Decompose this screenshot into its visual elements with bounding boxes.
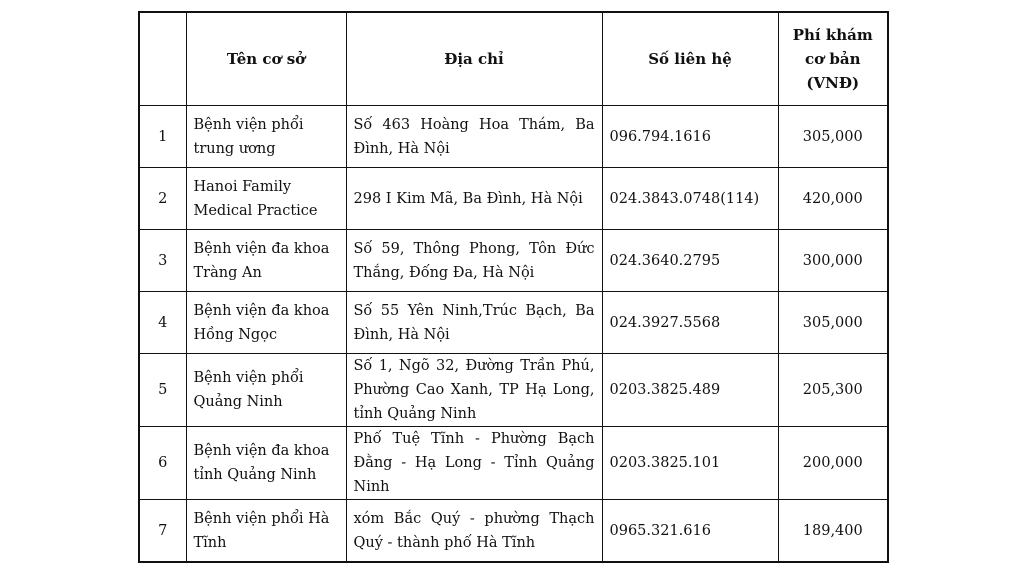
header-phone: Số liên hệ — [602, 12, 778, 106]
header-fee — [778, 12, 888, 106]
cell-phone: 024.3927.5568 — [602, 292, 778, 354]
cell-fee: 305,000 — [778, 292, 888, 354]
cell-phone: 0965.321.616 — [602, 500, 778, 563]
cell-name: Bệnh viện đa khoa Hồng Ngọc — [186, 292, 346, 354]
cell-address: Số 59, Thông Phong, Tôn Đức Thắng, Đống Đa, Hà Nội — [346, 230, 602, 292]
table-row — [139, 292, 888, 354]
cell-name: Bệnh viện phổi trung ương — [186, 106, 346, 168]
table-row — [139, 168, 888, 230]
cell-stt: 6 — [139, 427, 186, 500]
cell-address: xóm Bắc Quý - phường Thạch Quý - thành phố Hà Tĩnh — [346, 500, 602, 563]
header-fee-line1: Phí khám — [792, 26, 873, 44]
table-row — [139, 354, 888, 427]
table-header-row — [139, 12, 888, 106]
cell-name: Hanoi Family Medical Practice — [186, 168, 346, 230]
cell-fee: 305,000 — [778, 106, 888, 168]
cell-fee: 300,000 — [778, 230, 888, 292]
cell-address: Số 463 Hoàng Hoa Thám, Ba Đình, Hà Nội — [346, 106, 602, 168]
table-row — [139, 230, 888, 292]
table-row — [139, 500, 888, 563]
cell-fee: 420,000 — [778, 168, 888, 230]
cell-stt: 3 — [139, 230, 186, 292]
header-fee-line3: (VNĐ) — [806, 74, 860, 92]
cell-address: Phố Tuệ Tĩnh - Phường Bạch Đằng - Hạ Long - Tỉnh Quảng Ninh — [346, 427, 602, 500]
cell-name: Bệnh viện đa khoa Tràng An — [186, 230, 346, 292]
cell-phone: 0203.3825.101 — [602, 427, 778, 500]
cell-stt: 2 — [139, 168, 186, 230]
cell-stt: 4 — [139, 292, 186, 354]
cell-address: 298 I Kim Mã, Ba Đình, Hà Nội — [346, 168, 602, 230]
cell-address: Số 55 Yên Ninh,Trúc Bạch, Ba Đình, Hà Nội — [346, 292, 602, 354]
cell-stt: 1 — [139, 106, 186, 168]
table-row — [139, 427, 888, 500]
cell-name: Bệnh viện phổi Quảng Ninh — [186, 354, 346, 427]
hospital-fee-table — [138, 11, 889, 563]
cell-phone: 096.794.1616 — [602, 106, 778, 168]
cell-name: Bệnh viện đa khoa tỉnh Quảng Ninh — [186, 427, 346, 500]
cell-name: Bệnh viện phổi Hà Tĩnh — [186, 500, 346, 563]
cell-fee: 189,400 — [778, 500, 888, 563]
header-address: Địa chỉ — [346, 12, 602, 106]
cell-phone: 024.3843.0748(114) — [602, 168, 778, 230]
header-stt — [139, 12, 186, 106]
cell-fee: 205,300 — [778, 354, 888, 427]
table-row — [139, 106, 888, 168]
cell-phone: 024.3640.2795 — [602, 230, 778, 292]
header-fee-line2: cơ bản — [805, 50, 861, 68]
cell-stt: 5 — [139, 354, 186, 427]
cell-address: Số 1, Ngõ 32, Đường Trần Phú, Phường Cao Xanh, TP Hạ Long, tỉnh Quảng Ninh — [346, 354, 602, 427]
cell-phone: 0203.3825.489 — [602, 354, 778, 427]
cell-fee: 200,000 — [778, 427, 888, 500]
header-name: Tên cơ sở — [186, 12, 346, 106]
cell-stt: 7 — [139, 500, 186, 563]
